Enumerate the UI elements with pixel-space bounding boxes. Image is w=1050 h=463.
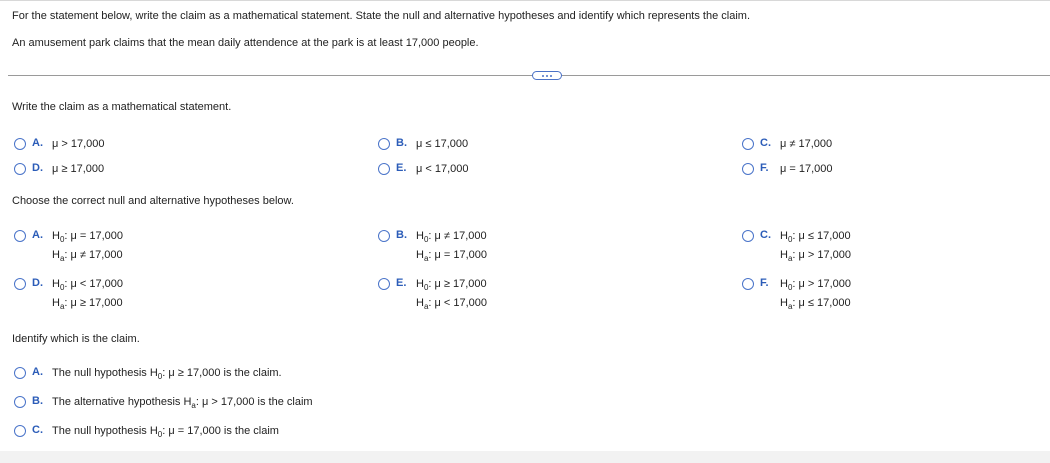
radio-button[interactable]	[378, 278, 390, 290]
radio-button[interactable]	[14, 367, 26, 379]
problem-statement: An amusement park claims that the mean daily attendence at the park is at least 17,000 people.	[12, 37, 479, 49]
q1-option-f[interactable]	[742, 162, 833, 177]
radio-button[interactable]	[378, 138, 390, 150]
q1-option-e[interactable]	[378, 162, 469, 177]
null-hypothesis: $H_0$: μ ≤ 17,000	[780, 230, 851, 244]
radio-button[interactable]	[14, 163, 26, 175]
q1-option-c[interactable]	[742, 137, 832, 152]
q2-option-f[interactable]	[742, 277, 851, 315]
option-letter: E.	[396, 162, 407, 174]
alternative-hypothesis: $H_a$: μ = 17,000	[416, 249, 488, 263]
q3-option-b[interactable]	[14, 395, 313, 413]
hypotheses-pair	[52, 229, 123, 267]
radio-button[interactable]	[14, 425, 26, 437]
ellipsis-icon	[542, 75, 544, 77]
q3-option-c[interactable]	[14, 424, 279, 442]
option-text: The alternative hypothesis $H_a$: μ > 17,000 is the claim	[52, 396, 313, 410]
option-letter: F.	[760, 277, 769, 289]
radio-button[interactable]	[742, 163, 754, 175]
radio-button[interactable]	[14, 396, 26, 408]
option-letter: B.	[32, 395, 43, 407]
option-text: The null hypothesis $H_0$: μ ≥ 17,000 is the claim.	[52, 367, 282, 381]
option-letter: D.	[32, 162, 43, 174]
q1-option-d[interactable]	[14, 162, 104, 177]
alternative-hypothesis: $H_a$: μ > 17,000	[780, 249, 852, 263]
radio-button[interactable]	[14, 278, 26, 290]
hypotheses-pair	[52, 277, 123, 315]
null-hypothesis: $H_0$: μ < 17,000	[52, 278, 124, 292]
option-letter: A.	[32, 366, 43, 378]
q1-option-b[interactable]	[378, 137, 468, 152]
alternative-hypothesis: $H_a$: μ ≤ 17,000	[780, 297, 851, 311]
radio-button[interactable]	[742, 138, 754, 150]
radio-button[interactable]	[14, 230, 26, 242]
q2-option-d[interactable]	[14, 277, 123, 315]
instruction-text: For the statement below, write the claim as a mathematical statement. State the null and alternative hypotheses and identify which represents the claim.	[12, 10, 750, 22]
q3-option-a[interactable]	[14, 366, 282, 384]
hypotheses-pair	[780, 277, 851, 315]
q2-option-c[interactable]	[742, 229, 851, 267]
option-text: μ > 17,000	[52, 138, 105, 150]
option-letter: A.	[32, 229, 43, 241]
top-border	[0, 0, 1050, 1]
question-3-prompt: Identify which is the claim.	[12, 333, 140, 345]
radio-button[interactable]	[378, 163, 390, 175]
hypotheses-pair	[416, 229, 487, 267]
hypotheses-pair	[416, 277, 487, 315]
radio-button[interactable]	[742, 230, 754, 242]
question-1-prompt: Write the claim as a mathematical statement.	[12, 101, 232, 113]
option-letter: D.	[32, 277, 43, 289]
q2-option-a[interactable]	[14, 229, 123, 267]
expand-more-button[interactable]	[532, 71, 562, 80]
option-letter: B.	[396, 137, 407, 149]
footer-band	[0, 451, 1050, 463]
option-text: μ ≠ 17,000	[780, 138, 833, 150]
q1-option-a[interactable]	[14, 137, 105, 152]
option-letter: B.	[396, 229, 407, 241]
option-text: μ < 17,000	[416, 163, 469, 175]
q2-option-e[interactable]	[378, 277, 487, 315]
option-text: The null hypothesis $H_0$: μ = 17,000 is the claim	[52, 425, 279, 439]
option-text: μ = 17,000	[780, 163, 833, 175]
ellipsis-icon	[546, 75, 548, 77]
null-hypothesis: $H_0$: μ > 17,000	[780, 278, 852, 292]
option-text: μ ≥ 17,000	[52, 163, 105, 175]
option-letter: C.	[760, 137, 771, 149]
alternative-hypothesis: $H_a$: μ ≠ 17,000	[52, 249, 123, 263]
option-letter: C.	[760, 229, 771, 241]
q2-option-b[interactable]	[378, 229, 487, 267]
hypotheses-pair	[780, 229, 851, 267]
option-letter: A.	[32, 137, 43, 149]
radio-button[interactable]	[378, 230, 390, 242]
null-hypothesis: $H_0$: μ = 17,000	[52, 230, 124, 244]
section-divider	[8, 75, 1050, 76]
radio-button[interactable]	[742, 278, 754, 290]
alternative-hypothesis: $H_a$: μ < 17,000	[416, 297, 488, 311]
ellipsis-icon	[550, 75, 552, 77]
question-2-prompt: Choose the correct null and alternative hypotheses below.	[12, 195, 294, 207]
option-text: μ ≤ 17,000	[416, 138, 469, 150]
alternative-hypothesis: $H_a$: μ ≥ 17,000	[52, 297, 123, 311]
radio-button[interactable]	[14, 138, 26, 150]
option-letter: C.	[32, 424, 43, 436]
null-hypothesis: $H_0$: μ ≠ 17,000	[416, 230, 487, 244]
null-hypothesis: $H_0$: μ ≥ 17,000	[416, 278, 487, 292]
option-letter: F.	[760, 162, 769, 174]
option-letter: E.	[396, 277, 407, 289]
